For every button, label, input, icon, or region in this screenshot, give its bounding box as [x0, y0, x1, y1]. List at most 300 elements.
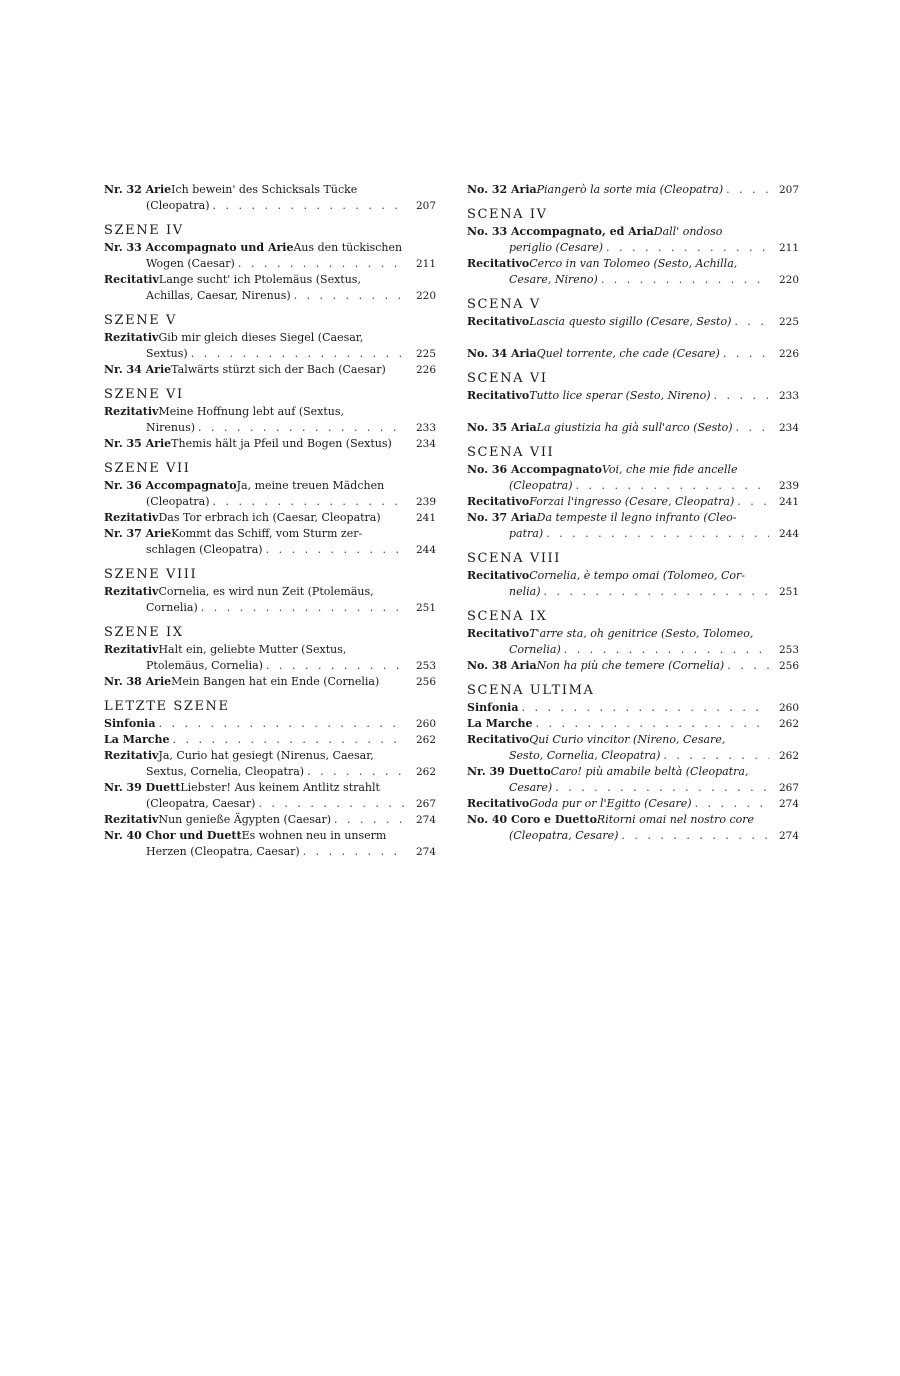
- dot-leader: [727, 658, 769, 674]
- entry-number-label: Rezitativ: [104, 749, 159, 762]
- entry-title: Piangerò la sorte mia (Cleopatra): [536, 183, 724, 196]
- toc-section: [104, 625, 436, 690]
- toc-entry-line: [104, 674, 406, 690]
- entry-title: (Cleopatra): [146, 495, 210, 508]
- page-number: 225: [415, 348, 436, 360]
- dot-leader: [555, 780, 769, 796]
- entry-number-label: Nr. 38 Arie: [104, 675, 172, 688]
- dot-leader: [334, 812, 406, 828]
- page-number: 260: [415, 718, 436, 730]
- spacer: [467, 404, 799, 420]
- toc-entry-line: [467, 224, 769, 240]
- toc-entry: [104, 182, 436, 214]
- scene-heading: SZENE VI: [104, 387, 184, 402]
- entry-title: Cesare, Nireno): [509, 273, 598, 286]
- toc-entry: [467, 224, 799, 256]
- entry-title: Ich bewein' des Schicksals Tücke: [171, 183, 358, 196]
- toc-section: [467, 445, 799, 542]
- scene-heading: SZENE IX: [104, 625, 184, 640]
- entry-title: Non ha più che temere (Cornelia): [536, 659, 725, 672]
- dot-leader: [294, 288, 406, 304]
- page-number: 233: [778, 390, 799, 402]
- toc-entry-line: [467, 812, 769, 828]
- toc-entry-line: [467, 462, 769, 478]
- entry-title: patra): [509, 527, 544, 540]
- toc-section: [467, 683, 799, 844]
- page-number: 274: [415, 846, 436, 858]
- entry-number-label: No. 32 Aria: [467, 183, 537, 196]
- dot-leader: [546, 526, 769, 542]
- entry-number-label: No. 38 Aria: [467, 659, 537, 672]
- entry-title: Es wohnen neu in unserm: [241, 829, 387, 842]
- dot-leader: [238, 256, 406, 272]
- toc-section: [104, 223, 436, 304]
- entry-number-label: Recitativo: [467, 389, 530, 402]
- toc-entry-line: [467, 240, 769, 256]
- toc-entry: [467, 764, 799, 796]
- toc-entry: [104, 240, 436, 272]
- page-number: 207: [415, 200, 436, 212]
- toc-entry: [467, 700, 799, 716]
- entry-number-label: La Marche: [104, 733, 170, 746]
- toc-entry: [467, 510, 799, 542]
- entry-title: (Cleopatra): [146, 199, 210, 212]
- dot-leader: [266, 658, 406, 674]
- toc-entry-line: [467, 658, 769, 674]
- entry-title: Wogen (Caesar): [146, 257, 235, 270]
- dot-leader: [606, 240, 769, 256]
- entry-title: Lascia questo sigillo (Cesare, Sesto): [529, 315, 732, 328]
- section-gap: [104, 214, 436, 223]
- scene-heading: SCENA VI: [467, 371, 548, 386]
- entry-number-label: Nr. 34 Arie: [104, 363, 172, 376]
- entry-title: Ja, Curio hat gesiegt (Nirenus, Caesar,: [158, 749, 374, 762]
- toc-entry-line: [104, 198, 406, 214]
- page-number: 256: [415, 676, 436, 688]
- entry-title: Cornelia, è tempo omai (Tolomeo, Cor-: [529, 569, 745, 582]
- entry-title: Cornelia): [146, 601, 198, 614]
- toc-entry-line: [104, 436, 406, 452]
- dot-leader: [723, 346, 769, 362]
- toc-entry: [467, 732, 799, 764]
- dot-leader: [737, 494, 769, 510]
- entry-title: Caro! più amabile beltà (Cleopatra,: [550, 765, 749, 778]
- toc-entry-line: [104, 272, 406, 288]
- section-gap: [104, 452, 436, 461]
- toc-entry-line: [104, 812, 406, 828]
- entry-number-label: Rezitativ: [104, 405, 159, 418]
- toc-section: [467, 371, 799, 436]
- entry-title: Ritorni omai nel nostro core: [596, 813, 755, 826]
- page-number: 253: [778, 644, 799, 656]
- entry-number-label: Nr. 37 Arie: [104, 527, 172, 540]
- toc-entry: [104, 716, 436, 732]
- toc-entry-line: [467, 764, 769, 780]
- page-number: 267: [415, 798, 436, 810]
- entry-title: (Cleopatra): [509, 479, 573, 492]
- dot-leader: [663, 748, 769, 764]
- dot-leader: [601, 272, 769, 288]
- page-number: 226: [778, 348, 799, 360]
- dot-leader: [213, 494, 407, 510]
- toc-entry-line: [467, 748, 769, 764]
- entry-number-label: No. 40 Coro e Duetto: [467, 813, 597, 826]
- dot-leader: [201, 600, 406, 616]
- dot-leader: [543, 584, 769, 600]
- entry-title: (Cleopatra, Cesare): [509, 829, 619, 842]
- toc-entry: [104, 828, 436, 860]
- scene-heading: LETZTE SZENE: [104, 699, 230, 714]
- toc-entry-line: [104, 600, 406, 616]
- entry-title: Qui Curio vincitor (Nireno, Cesare,: [529, 733, 726, 746]
- dot-leader: [307, 764, 406, 780]
- toc-entry: [104, 732, 436, 748]
- scene-heading: SCENA IV: [467, 207, 548, 222]
- toc-entry-line: [467, 256, 769, 272]
- toc-entry-line: [104, 844, 406, 860]
- entry-title: Themis hält ja Pfeil und Bogen (Sextus): [171, 437, 392, 450]
- toc-entry-line: [104, 542, 406, 558]
- toc-entry-line: [104, 420, 406, 436]
- entry-title: Quel torrente, che cade (Cesare): [536, 347, 720, 360]
- toc-entry-line: [467, 642, 769, 658]
- toc-entry: [467, 658, 799, 674]
- toc-entry: [104, 642, 436, 674]
- entry-title: schlagen (Cleopatra): [146, 543, 263, 556]
- entry-title: periglio (Cesare): [509, 241, 604, 254]
- toc-section: [104, 461, 436, 558]
- dot-leader: [172, 732, 406, 748]
- toc-entry: [467, 420, 799, 436]
- entry-number-label: Recitativo: [467, 797, 530, 810]
- toc-entry-line: [104, 796, 406, 812]
- page-number: 267: [778, 782, 799, 794]
- entry-title: Voi, che mie fide ancelle: [601, 463, 738, 476]
- dot-leader: [522, 700, 770, 716]
- entry-title: Dall' ondoso: [653, 225, 723, 238]
- toc-section: [104, 387, 436, 452]
- dot-leader: [564, 642, 769, 658]
- entry-title: Sextus, Cornelia, Cleopatra): [146, 765, 305, 778]
- page-number: 225: [778, 316, 799, 328]
- toc-entry-line: [104, 240, 406, 256]
- page-number: 251: [415, 602, 436, 614]
- dot-leader: [213, 198, 407, 214]
- toc-entry: [104, 674, 436, 690]
- page-number: 274: [778, 830, 799, 842]
- entry-title: Das Tor erbrach ich (Caesar, Cleopatra): [158, 511, 381, 524]
- toc-section: [104, 313, 436, 378]
- dot-leader: [303, 844, 406, 860]
- toc-entry: [467, 388, 799, 404]
- entry-title: Ja, meine treuen Mädchen: [236, 479, 385, 492]
- toc-entry: [467, 494, 799, 510]
- entry-number-label: Recitativo: [467, 569, 530, 582]
- toc-entry-line: [467, 716, 769, 732]
- section-gap: [104, 616, 436, 625]
- toc-entry-line: [467, 796, 769, 812]
- page-number: 239: [778, 480, 799, 492]
- dot-leader: [736, 420, 769, 436]
- scene-heading: SZENE V: [104, 313, 178, 328]
- entry-number-label: Nr. 32 Arie: [104, 183, 172, 196]
- entry-number-label: Rezitativ: [104, 331, 159, 344]
- page-number: 262: [778, 718, 799, 730]
- dot-leader: [535, 716, 769, 732]
- section-gap: [104, 690, 436, 699]
- entry-title: Goda pur or l'Egitto (Cesare): [529, 797, 692, 810]
- toc-entry-line: [104, 658, 406, 674]
- toc-entry-line: [104, 510, 406, 526]
- scene-heading: SCENA VIII: [467, 551, 562, 566]
- scene-heading: SZENE IV: [104, 223, 184, 238]
- toc-entry-line: [467, 478, 769, 494]
- toc-entry-line: [467, 526, 769, 542]
- toc-entry-line: [104, 828, 406, 844]
- entry-title: Sesto, Cornelia, Cleopatra): [509, 749, 661, 762]
- toc-entry-line: [104, 584, 406, 600]
- page-number: 220: [778, 274, 799, 286]
- toc-entry: [467, 716, 799, 732]
- toc-entry: [467, 182, 799, 198]
- entry-number-label: La Marche: [467, 717, 533, 730]
- toc-entry: [467, 256, 799, 288]
- section-gap: [104, 378, 436, 387]
- page-number: 262: [415, 734, 436, 746]
- section-gap: [467, 198, 799, 207]
- page-number: 211: [778, 242, 799, 254]
- dot-leader: [726, 182, 769, 198]
- page-number: 251: [778, 586, 799, 598]
- toc-entry-line: [104, 182, 406, 198]
- page-number: 274: [415, 814, 436, 826]
- toc-entry-line: [104, 404, 406, 420]
- toc-entry-line: [467, 780, 769, 796]
- scene-heading: SCENA V: [467, 297, 541, 312]
- toc-entry-line: [467, 272, 769, 288]
- entry-title: La giustizia ha già sull'arco (Sesto): [536, 421, 733, 434]
- toc-entry-line: [104, 780, 406, 796]
- section-gap: [104, 304, 436, 313]
- toc-entry: [104, 812, 436, 828]
- page-number: 207: [778, 184, 799, 196]
- toc-entry: [104, 330, 436, 362]
- toc-entry: [104, 404, 436, 436]
- toc-entry-line: [104, 256, 406, 272]
- section-gap: [467, 288, 799, 297]
- toc-entry-line: [104, 494, 406, 510]
- entry-number-label: Rezitativ: [104, 585, 159, 598]
- entry-number-label: No. 35 Aria: [467, 421, 537, 434]
- dot-leader: [621, 828, 769, 844]
- scene-heading: SCENA IX: [467, 609, 548, 624]
- toc-entry: [104, 510, 436, 526]
- page-number: 244: [415, 544, 436, 556]
- dot-leader: [576, 478, 770, 494]
- entry-title: (Cleopatra, Caesar): [146, 797, 256, 810]
- toc-entry-line: [467, 182, 769, 198]
- entry-title: Ptolemäus, Cornelia): [146, 659, 263, 672]
- entry-number-label: Sinfonia: [104, 717, 156, 730]
- entry-title: Cornelia): [509, 643, 561, 656]
- dot-leader: [258, 796, 406, 812]
- entry-title: Meine Hoffnung lebt auf (Sextus,: [158, 405, 345, 418]
- dot-leader: [159, 716, 407, 732]
- toc-entry-line: [467, 568, 769, 584]
- toc-entry: [467, 314, 799, 330]
- toc-entry-line: [104, 478, 406, 494]
- toc-entry-line: [104, 526, 406, 542]
- entry-number-label: No. 36 Accompagnato: [467, 463, 602, 476]
- entry-number-label: Sinfonia: [467, 701, 519, 714]
- toc-entry-line: [104, 362, 406, 378]
- toc-section: [104, 567, 436, 616]
- toc-entry-line: [467, 420, 769, 436]
- page-number: 244: [778, 528, 799, 540]
- page-number: 253: [415, 660, 436, 672]
- entry-title: Aus den tückischen: [293, 241, 403, 254]
- page-number: 239: [415, 496, 436, 508]
- toc-entry-line: [104, 748, 406, 764]
- page-number: 241: [778, 496, 799, 508]
- entry-number-label: Rezitativ: [104, 511, 159, 524]
- section-gap: [467, 600, 799, 609]
- toc-entry-line: [467, 314, 769, 330]
- entry-title: Sextus): [146, 347, 188, 360]
- toc-entry: [467, 462, 799, 494]
- toc-entry-line: [104, 716, 406, 732]
- toc-entry-line: [104, 732, 406, 748]
- page-number: 262: [415, 766, 436, 778]
- dot-leader: [266, 542, 406, 558]
- section-gap: [467, 674, 799, 683]
- entry-number-label: Nr. 35 Arie: [104, 437, 172, 450]
- entry-title: Tutto lice sperar (Sesto, Nireno): [529, 389, 711, 402]
- entry-number-label: Recitativo: [467, 315, 530, 328]
- scene-heading: SZENE VII: [104, 461, 191, 476]
- entry-title: T'arre sta, oh genitrice (Sesto, Tolomeo,: [529, 627, 754, 640]
- dot-leader: [734, 314, 769, 330]
- page-number: 211: [415, 258, 436, 270]
- page-number: 226: [415, 364, 436, 376]
- entry-number-label: No. 34 Aria: [467, 347, 537, 360]
- entry-title: Talwärts stürzt sich der Bach (Caesar): [171, 363, 386, 376]
- page-number: 262: [778, 750, 799, 762]
- section-gap: [467, 436, 799, 445]
- entry-title: Herzen (Cleopatra, Caesar): [146, 845, 300, 858]
- toc-entry: [104, 478, 436, 510]
- toc-entry-line: [467, 732, 769, 748]
- scene-heading: SCENA VII: [467, 445, 555, 460]
- entry-number-label: No. 37 Aria: [467, 511, 537, 524]
- entry-number-label: Recitativo: [467, 627, 530, 640]
- entry-title: Nun genieße Ägypten (Caesar): [158, 813, 332, 826]
- entry-number-label: Nr. 39 Duett: [104, 781, 181, 794]
- section-gap: [467, 542, 799, 551]
- page-number: 233: [415, 422, 436, 434]
- page-number: 220: [415, 290, 436, 302]
- dot-leader: [695, 796, 769, 812]
- toc-section: [104, 699, 436, 860]
- entry-title: Achillas, Caesar, Nirenus): [146, 289, 291, 302]
- toc-section: [467, 297, 799, 362]
- entry-number-label: Nr. 39 Duetto: [467, 765, 551, 778]
- toc-entry-line: [467, 388, 769, 404]
- entry-title: Cornelia, es wird nun Zeit (Ptolemäus,: [158, 585, 374, 598]
- toc-entry: [467, 796, 799, 812]
- entry-number-label: Recitativo: [467, 257, 530, 270]
- entry-number-label: Rezitativ: [104, 813, 159, 826]
- toc-section: [467, 207, 799, 288]
- entry-number-label: Recitativ: [104, 273, 159, 286]
- toc-entry-line: [104, 764, 406, 780]
- toc-entry: [104, 748, 436, 780]
- entry-title: Kommt das Schiff, vom Sturm zer-: [171, 527, 363, 540]
- toc-entry-line: [467, 584, 769, 600]
- entry-number-label: Nr. 36 Accompagnato: [104, 479, 237, 492]
- toc-entry: [467, 812, 799, 844]
- toc-entry-line: [467, 510, 769, 526]
- toc-entry-line: [467, 700, 769, 716]
- toc-entry: [467, 626, 799, 658]
- page-number: 234: [415, 438, 436, 450]
- toc-column-italian: [467, 182, 799, 844]
- toc-entry-line: [104, 346, 406, 362]
- toc-entry: [104, 362, 436, 378]
- toc-entry: [467, 568, 799, 600]
- dot-leader: [198, 420, 406, 436]
- entry-title: Gib mir gleich dieses Siegel (Caesar,: [158, 331, 364, 344]
- toc-entry: [467, 346, 799, 362]
- entry-title: Liebster! Aus keinem Antlitz strahlt: [180, 781, 380, 794]
- toc-entry: [104, 780, 436, 812]
- toc-entry: [104, 272, 436, 304]
- entry-number-label: Recitativo: [467, 495, 530, 508]
- toc-section: [467, 609, 799, 674]
- dot-leader: [191, 346, 406, 362]
- entry-title: Halt ein, geliebte Mutter (Sextus,: [158, 643, 347, 656]
- section-gap: [104, 558, 436, 567]
- entry-title: Lange sucht' ich Ptolemäus (Sextus,: [158, 273, 361, 286]
- entry-title: Da tempeste il legno infranto (Cleo-: [536, 511, 737, 524]
- entry-number-label: No. 33 Accompagnato, ed Aria: [467, 225, 654, 238]
- page-number: 256: [778, 660, 799, 672]
- spacer: [467, 330, 799, 346]
- toc-entry-line: [467, 828, 769, 844]
- entry-title: Forzai l'ingresso (Cesare, Cleopatra): [529, 495, 735, 508]
- entry-title: Cerco in van Tolomeo (Sesto, Achilla,: [529, 257, 738, 270]
- toc-entry-line: [467, 494, 769, 510]
- section-gap: [467, 362, 799, 371]
- toc-entry-line: [104, 330, 406, 346]
- toc-entry-line: [467, 346, 769, 362]
- toc-entry-line: [467, 626, 769, 642]
- entry-number-label: Recitativo: [467, 733, 530, 746]
- toc-entry: [104, 584, 436, 616]
- toc-column-german: [104, 182, 436, 860]
- scene-heading: SZENE VIII: [104, 567, 198, 582]
- entry-title: nelia): [509, 585, 541, 598]
- page-number: 241: [415, 512, 436, 524]
- toc-entry-line: [104, 288, 406, 304]
- entry-number-label: Rezitativ: [104, 643, 159, 656]
- entry-title: Mein Bangen hat ein Ende (Cornelia): [171, 675, 380, 688]
- toc-entry: [104, 526, 436, 558]
- entry-title: Cesare): [509, 781, 553, 794]
- page-number: 260: [778, 702, 799, 714]
- toc-entry: [104, 436, 436, 452]
- entry-number-label: Nr. 33 Accompagnato und Arie: [104, 241, 294, 254]
